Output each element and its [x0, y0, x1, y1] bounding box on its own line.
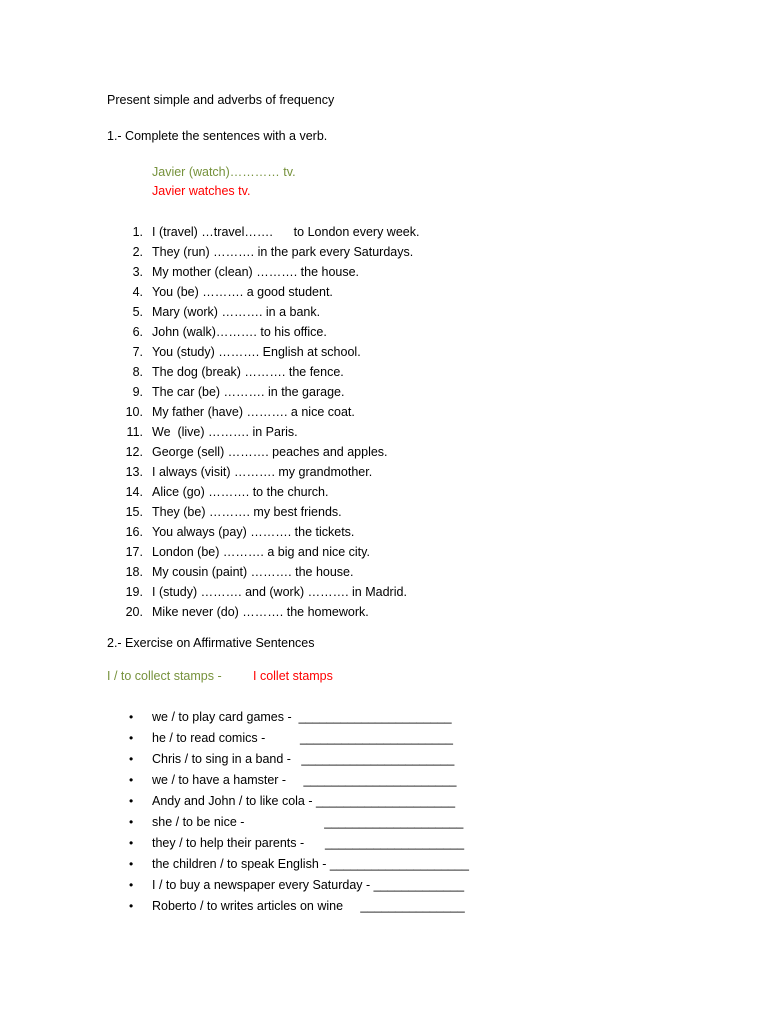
- item-text: he / to read comics - ______________________: [152, 731, 453, 745]
- exercise-item: [107, 833, 469, 854]
- exercise-item: [107, 728, 469, 749]
- item-number: 5.: [132, 305, 143, 319]
- item-number: 11.: [126, 425, 143, 439]
- exercise-item: [107, 812, 469, 833]
- exercise-item: [107, 262, 419, 282]
- section-2-example-prompt: I / to collect stamps -: [107, 669, 222, 683]
- item-text: Mary (work) ………. in a bank.: [152, 305, 321, 319]
- exercise-item: [107, 282, 419, 302]
- exercise-item: [107, 562, 419, 582]
- exercise-item: [107, 791, 469, 812]
- item-text: they / to help their parents - ____________________: [152, 836, 465, 850]
- item-text: We (live) ………. in Paris.: [152, 425, 298, 439]
- item-text: My cousin (paint) ………. the house.: [152, 565, 354, 579]
- exercise-item: [107, 402, 419, 422]
- item-text: John (walk)………. to his office.: [152, 325, 327, 339]
- item-text: My mother (clean) ………. the house.: [152, 265, 360, 279]
- exercise-item: [107, 542, 419, 562]
- exercise-item: [107, 342, 419, 362]
- item-text: The car (be) ………. in the garage.: [152, 385, 345, 399]
- bullet-icon: •: [129, 815, 134, 829]
- item-number: 17.: [125, 545, 143, 559]
- exercise-item: [107, 707, 469, 728]
- exercise-item: [107, 442, 419, 462]
- exercise-item: [107, 749, 469, 770]
- exercise-item: [107, 854, 469, 875]
- bullet-icon: •: [129, 836, 134, 850]
- affirmative-sentences-list: [107, 707, 469, 917]
- exercise-item: [107, 770, 469, 791]
- section-1-example-prompt: Javier (watch)………… tv.: [152, 165, 296, 179]
- bullet-icon: •: [129, 794, 134, 808]
- item-text: The dog (break) ………. the fence.: [152, 365, 344, 379]
- bullet-icon: •: [129, 899, 134, 913]
- item-text: we / to play card games - ______________________: [152, 710, 452, 724]
- item-text: Andy and John / to like cola - ____________________: [152, 794, 456, 808]
- item-number: 12.: [125, 445, 143, 459]
- item-text: the children / to speak English - ____________________: [152, 857, 469, 871]
- item-text: I (travel) …travel……. to London every week.: [152, 225, 420, 239]
- exercise-item: [107, 896, 469, 917]
- item-text: we / to have a hamster - ______________________: [152, 773, 457, 787]
- item-text: You (study) ………. English at school.: [152, 345, 361, 359]
- item-text: Mike never (do) ………. the homework.: [152, 605, 369, 619]
- bullet-icon: •: [129, 731, 134, 745]
- item-text: George (sell) ………. peaches and apples.: [152, 445, 388, 459]
- item-number: 10.: [125, 405, 143, 419]
- exercise-item: [107, 502, 419, 522]
- item-text: They (run) ………. in the park every Saturdays.: [152, 245, 414, 259]
- item-number: 9.: [132, 385, 143, 399]
- item-text: Roberto / to writes articles on wine _______________: [152, 899, 465, 913]
- item-text: They (be) ………. my best friends.: [152, 505, 342, 519]
- item-text: Chris / to sing in a band - ______________________: [152, 752, 455, 766]
- section-1-example-answer: Javier watches tv.: [152, 184, 251, 198]
- item-number: 13.: [125, 465, 143, 479]
- item-number: 2.: [132, 245, 143, 259]
- bullet-icon: •: [129, 710, 134, 724]
- item-text: she / to be nice - ____________________: [152, 815, 464, 829]
- exercise-item: [107, 242, 419, 262]
- item-text: Alice (go) ………. to the church.: [152, 485, 329, 499]
- item-number: 16.: [125, 525, 143, 539]
- item-text: My father (have) ………. a nice coat.: [152, 405, 355, 419]
- item-text: You (be) ………. a good student.: [152, 285, 333, 299]
- item-number: 20.: [125, 605, 143, 619]
- exercise-item: [107, 602, 419, 622]
- exercise-item: [107, 222, 419, 242]
- exercise-item: [107, 322, 419, 342]
- exercise-item: [107, 462, 419, 482]
- section-2-heading: 2.- Exercise on Affirmative Sentences: [107, 636, 315, 650]
- item-number: 18.: [125, 565, 143, 579]
- item-text: I / to buy a newspaper every Saturday - _____________: [152, 878, 465, 892]
- item-number: 1.: [132, 225, 143, 239]
- bullet-icon: •: [129, 752, 134, 766]
- bullet-icon: •: [129, 857, 134, 871]
- exercise-item: [107, 362, 419, 382]
- item-text: London (be) ………. a big and nice city.: [152, 545, 370, 559]
- exercise-item: [107, 522, 419, 542]
- section-1-heading: 1.- Complete the sentences with a verb.: [107, 129, 328, 143]
- document-title: Present simple and adverbs of frequency: [107, 93, 335, 107]
- item-number: 8.: [132, 365, 143, 379]
- item-text: I always (visit) ………. my grandmother.: [152, 465, 373, 479]
- item-text: I (study) ………. and (work) ………. in Madrid.: [152, 585, 407, 599]
- exercise-item: [107, 482, 419, 502]
- fill-in-verb-list: [107, 222, 419, 622]
- exercise-item: [107, 382, 419, 402]
- item-number: 7.: [132, 345, 143, 359]
- section-2-example-answer: I collet stamps: [253, 669, 333, 683]
- item-number: 6.: [132, 325, 143, 339]
- item-number: 14.: [125, 485, 143, 499]
- bullet-icon: •: [129, 878, 134, 892]
- item-number: 4.: [132, 285, 143, 299]
- item-number: 3.: [132, 265, 143, 279]
- item-number: 19.: [125, 585, 143, 599]
- exercise-item: [107, 302, 419, 322]
- item-text: You always (pay) ………. the tickets.: [152, 525, 355, 539]
- item-number: 15.: [125, 505, 143, 519]
- bullet-icon: •: [129, 773, 134, 787]
- exercise-item: [107, 422, 419, 442]
- exercise-item: [107, 875, 469, 896]
- exercise-item: [107, 582, 419, 602]
